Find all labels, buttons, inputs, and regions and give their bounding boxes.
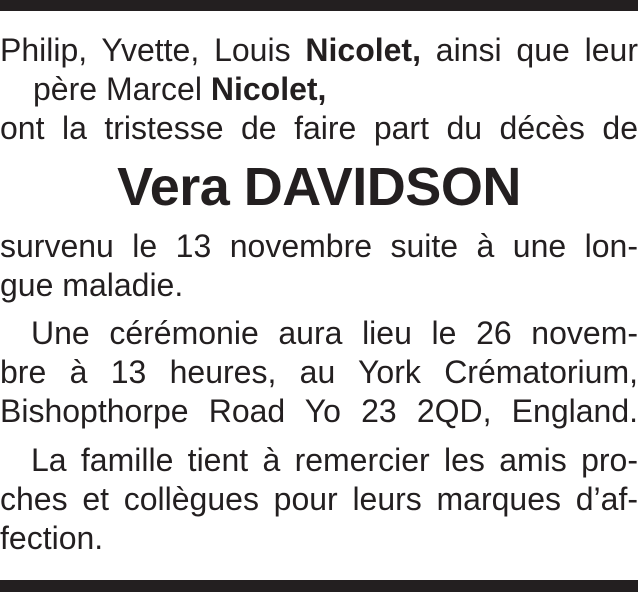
notice-body: [0, 31, 638, 558]
acknowledgement-line-3: fection.: [0, 520, 104, 556]
acknowledgement-paragraph: [0, 441, 638, 558]
death-details-line-1: survenu le 13 novembre suite à une lon-: [0, 228, 638, 264]
acknowledgement-line-2: ches et collègues pour leurs marques d’af-: [0, 481, 638, 517]
death-details-line-2: gue maladie.: [0, 267, 184, 303]
surname-bold: Nicolet,: [305, 32, 421, 68]
intro-line-2: [0, 70, 638, 109]
surname-bold: Nicolet,: [210, 71, 327, 107]
announcement-intro-paragraph: [0, 31, 638, 148]
father-name-text: père Marcel: [33, 71, 211, 107]
ceremony-line-3: Bishopthorpe Road Yo 23 2QD, England.: [0, 393, 638, 429]
ceremony-line-1: Une cérémonie aura lieu le 26 novem-: [31, 315, 638, 351]
ceremony-line-2: bre à 13 heures, au York Crématorium,: [0, 354, 638, 390]
intro-line-3: ont la tristesse de faire part du décès de: [0, 110, 638, 146]
deceased-name-heading: Vera DAVIDSON: [117, 157, 521, 217]
family-names-text: Philip, Yvette, Louis: [0, 32, 306, 68]
death-details-paragraph: [0, 227, 638, 305]
intro-line1-continuation: ainsi que leur: [420, 32, 638, 68]
acknowledgement-line-1: La famille tient à remercier les amis pro-: [31, 442, 638, 478]
top-border-rule: [0, 0, 638, 11]
bottom-border-rule: [0, 580, 638, 592]
ceremony-details-paragraph: [0, 314, 638, 431]
intro-line-1: [0, 31, 638, 70]
